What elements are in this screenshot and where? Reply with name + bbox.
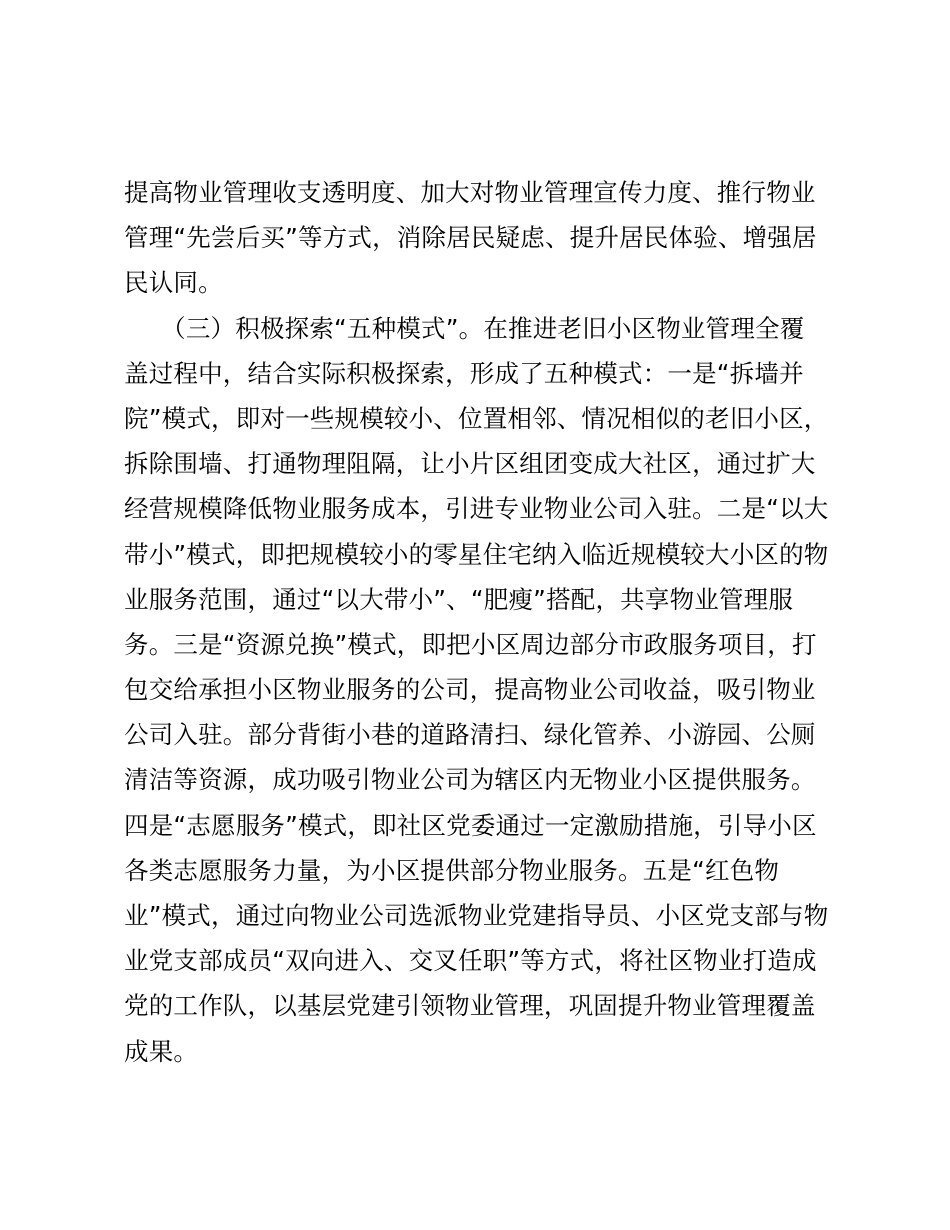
text-line: 院”模式，即对一些规模较小、位置相邻、情况相似的老旧小区，	[124, 403, 829, 433]
body-text	[124, 170, 834, 1074]
text-line: 四是“志愿服务”模式，即社区党委通过一定激励措施，引导小区	[124, 810, 817, 840]
text-line: 带小”模式，即把规模较小的零星住宅纳入临近规模较大小区的物	[124, 539, 829, 569]
text-line: 盖过程中，结合实际积极探索，形成了五种模式：一是“拆墙并	[124, 358, 804, 388]
text-line: 民认同。	[124, 268, 223, 298]
text-line: 管理“先尝后买”等方式，消除居民疑虑、提升居民体验、增强居	[124, 223, 817, 253]
text-line: 业”模式，通过向物业公司选派物业党建指导员、小区党支部与物	[124, 901, 829, 930]
text-line: 业党支部成员“双向进入、交叉任职”等方式，将社区物业打造成	[124, 946, 817, 976]
text-line: 业服务范围，通过“以大带小”、“肥瘦”搭配，共享物业管理服	[124, 584, 794, 614]
section-heading-line: （三）积极探索“五种模式”。在推进老旧小区物业管理全覆	[124, 313, 805, 343]
text-line: 拆除围墙、打通物理阻隔，让小片区组团变成大社区，通过扩大	[124, 449, 816, 479]
text-line: 公司入驻。部分背街小巷的道路清扫、绿化管养、小游园、公厕	[124, 720, 816, 750]
text-line: 务。三是“资源兑换”模式，即把小区周边部分市政服务项目，打	[124, 629, 817, 659]
text-line: 党的工作队，以基层党建引领物业管理，巩固提升物业管理覆盖	[124, 991, 816, 1021]
text-line: 成果。	[124, 1036, 199, 1066]
text-line: 各类志愿服务力量，为小区提供部分物业服务。五是“红色物	[124, 855, 780, 885]
text-line: 提高物业管理收支透明度、加大对物业管理宣传力度、推行物业	[124, 178, 816, 207]
text-line: 清洁等资源，成功吸引物业公司为辖区内无物业小区提供服务。	[124, 765, 816, 795]
text-line: 经营规模降低物业服务成本，引进专业物业公司入驻。二是“以大	[124, 494, 829, 524]
text-line: 包交给承担小区物业服务的公司，提高物业公司收益，吸引物业	[124, 675, 816, 705]
